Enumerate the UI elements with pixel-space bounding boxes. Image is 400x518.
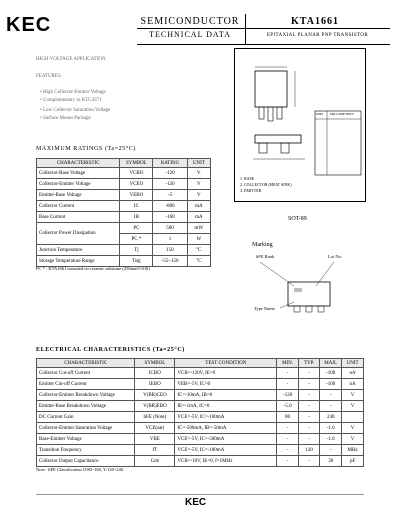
elec-table bbox=[36, 358, 364, 467]
col-typ: TYP. bbox=[298, 359, 319, 368]
marking-title: Marking bbox=[252, 242, 273, 248]
cell: W bbox=[187, 234, 210, 245]
max-ratings-title: MAXIMUM RATINGS (Ta=25°C) bbox=[36, 146, 137, 152]
table-row bbox=[37, 401, 364, 412]
cell: VCE=-5V, IC=-500mA bbox=[175, 434, 277, 445]
cell: -120 bbox=[277, 390, 299, 401]
cell: Collector Current bbox=[37, 201, 120, 212]
cell: VBE bbox=[135, 434, 175, 445]
package-drawing bbox=[235, 49, 365, 201]
cell: mA bbox=[187, 212, 210, 223]
table-row bbox=[37, 245, 211, 256]
cell: V(BR)CEO bbox=[135, 390, 175, 401]
header-divider bbox=[245, 14, 246, 44]
cell: Collector-Emitter Breakdown Voltage bbox=[37, 390, 135, 401]
pin-note-1: 1. BASE bbox=[240, 176, 255, 181]
cell: IB bbox=[120, 212, 153, 223]
col-max: MAX. bbox=[320, 359, 342, 368]
header-rule-bottom bbox=[137, 44, 390, 45]
cell: -5 bbox=[153, 190, 187, 201]
cell: 150 bbox=[153, 245, 187, 256]
table-row bbox=[37, 168, 211, 179]
cell: VCBO bbox=[120, 168, 153, 179]
table-row bbox=[37, 190, 211, 201]
cell: - bbox=[277, 434, 299, 445]
dim-header-dim: DIM bbox=[316, 112, 323, 116]
cell: VCB=-120V, IE=0 bbox=[175, 368, 277, 379]
col-rating: RATING bbox=[153, 159, 187, 168]
cell: Collector Output Capacitance bbox=[37, 456, 135, 467]
cell: DC Current Gain bbox=[37, 412, 135, 423]
cell: - bbox=[277, 456, 299, 467]
cell: IC=-500mA, IB=-50mA bbox=[175, 423, 277, 434]
part-number: KTA1661 bbox=[291, 16, 339, 27]
footer-rule bbox=[36, 494, 364, 495]
features-title: FEATURES bbox=[36, 74, 61, 79]
table-row bbox=[37, 445, 364, 456]
cell: V bbox=[342, 434, 364, 445]
cell: Junction Temperature bbox=[37, 245, 120, 256]
cell: Base-Emitter Voltage bbox=[37, 434, 135, 445]
cell: Emitter-Base Voltage bbox=[37, 190, 120, 201]
cell: Collector-Base Voltage bbox=[37, 168, 120, 179]
cell: Tj bbox=[120, 245, 153, 256]
cell: 500 bbox=[153, 223, 187, 234]
cell: Emitter Cut-off Current bbox=[37, 379, 135, 390]
cell: 240 bbox=[320, 412, 342, 423]
cell: mW bbox=[187, 223, 210, 234]
cell: - bbox=[277, 423, 299, 434]
cell: Collector-Emitter Saturation Voltage bbox=[37, 423, 135, 434]
cell: V bbox=[187, 179, 210, 190]
feature-1: • High Collector-Emitter Voltage bbox=[40, 90, 106, 95]
package-name: SOT-89 bbox=[288, 216, 307, 222]
cell: -100 bbox=[320, 368, 342, 379]
company-line2: TECHNICAL DATA bbox=[149, 30, 231, 39]
cell: V(BR)EBO bbox=[135, 401, 175, 412]
footer-logo: KEC bbox=[185, 497, 207, 508]
dim-header-mm: MILLIMETERS bbox=[330, 112, 354, 116]
part-description: EPITAXIAL PLANAR PNP TRANSISTOR bbox=[266, 33, 369, 38]
cell: IE=-1mA, IC=0 bbox=[175, 401, 277, 412]
cell: - bbox=[298, 434, 319, 445]
elec-title: ELECTRICAL CHARACTERISTICS (Ta=25°C) bbox=[36, 347, 185, 353]
table-row bbox=[37, 201, 211, 212]
cell: V bbox=[342, 423, 364, 434]
pin-note-3: 3. EMITTER bbox=[240, 188, 262, 193]
cell: V bbox=[342, 390, 364, 401]
application-line: HIGH VOLTAGE APPLICATION bbox=[36, 57, 106, 62]
col-characteristic: CHARACTERISTIC bbox=[37, 159, 120, 168]
col-symbol: SYMBOL bbox=[120, 159, 153, 168]
cell: - bbox=[277, 379, 299, 390]
cell: fT bbox=[135, 445, 175, 456]
table-header-row bbox=[37, 159, 211, 168]
cell: Collector Power Dissipation bbox=[37, 223, 120, 245]
marking-drawing bbox=[250, 258, 380, 318]
table-row bbox=[37, 412, 364, 423]
cell: - bbox=[277, 368, 299, 379]
table-row bbox=[37, 368, 364, 379]
cell: -120 bbox=[153, 179, 187, 190]
max-ratings-note: PC * : KTA1661 mounted on ceramic substrate (250mm²×0.8t) bbox=[36, 266, 150, 271]
cell: 80 bbox=[277, 412, 299, 423]
cell: IC=-10mA, IB=0 bbox=[175, 390, 277, 401]
cell: Base Current bbox=[37, 212, 120, 223]
max-ratings-table bbox=[36, 158, 211, 267]
company-line1: SEMICONDUCTOR bbox=[140, 16, 240, 27]
table-row bbox=[37, 390, 364, 401]
cell: V bbox=[342, 401, 364, 412]
cell: - bbox=[320, 445, 342, 456]
cell: nA bbox=[342, 379, 364, 390]
cell: - bbox=[298, 401, 319, 412]
cell: Transition Frequency bbox=[37, 445, 135, 456]
cell: VEB=-5V, IC=0 bbox=[175, 379, 277, 390]
cell: -1.0 bbox=[320, 434, 342, 445]
cell: hFE (Note) bbox=[135, 412, 175, 423]
table-row bbox=[37, 223, 211, 234]
marking-lot-no: Lot No. bbox=[328, 254, 342, 259]
kec-logo: KEC bbox=[6, 14, 52, 36]
cell: Collector-Emitter Voltage bbox=[37, 179, 120, 190]
cell: - bbox=[320, 390, 342, 401]
cell: -55~150 bbox=[153, 256, 187, 267]
cell: IEBO bbox=[135, 379, 175, 390]
cell: pF bbox=[342, 456, 364, 467]
col-unit: UNIT bbox=[342, 359, 364, 368]
cell: Emitter-Base Breakdown Voltage bbox=[37, 401, 135, 412]
table-row bbox=[37, 212, 211, 223]
table-header-row bbox=[37, 359, 364, 368]
cell: - bbox=[298, 379, 319, 390]
feature-3: • Low Collector Saturation Voltage bbox=[40, 108, 111, 113]
cell: nA bbox=[342, 368, 364, 379]
cell bbox=[342, 412, 364, 423]
col-test-condition: TEST CONDITION bbox=[175, 359, 277, 368]
cell: Storage Temperature Range bbox=[37, 256, 120, 267]
table-row bbox=[37, 379, 364, 390]
cell: - bbox=[320, 401, 342, 412]
marking-hfe-rank: hFE Rank bbox=[256, 254, 275, 259]
cell: MHz bbox=[342, 445, 364, 456]
cell: VCE=-5V, IC=-100mA bbox=[175, 445, 277, 456]
col-symbol: SYMBOL bbox=[135, 359, 175, 368]
cell: - bbox=[298, 368, 319, 379]
pin-note-2: 2. COLLECTOR (HEAT SINK) bbox=[240, 182, 292, 187]
cell: VCE(sat) bbox=[135, 423, 175, 434]
cell: Tstg bbox=[120, 256, 153, 267]
cell: mA bbox=[187, 201, 210, 212]
col-characteristic: CHARACTERISTIC bbox=[37, 359, 135, 368]
cell: -100 bbox=[320, 379, 342, 390]
cell: Collector Cut-off Current bbox=[37, 368, 135, 379]
table-row bbox=[37, 179, 211, 190]
cell: -160 bbox=[153, 212, 187, 223]
header-rule bbox=[137, 28, 390, 29]
table-row bbox=[37, 434, 364, 445]
table-row bbox=[37, 423, 364, 434]
cell: - bbox=[298, 423, 319, 434]
elec-note: Note : hFE Classification O:80~160, Y:120~240 bbox=[36, 467, 124, 472]
cell: IC bbox=[120, 201, 153, 212]
cell: PC * bbox=[120, 234, 153, 245]
cell: PC bbox=[120, 223, 153, 234]
cell: ICBO bbox=[135, 368, 175, 379]
feature-2: • Complementary to KTC4371 bbox=[40, 98, 102, 103]
cell: VCB=-10V, IE=0, f=1MHz bbox=[175, 456, 277, 467]
cell: V bbox=[187, 168, 210, 179]
col-unit: UNIT bbox=[187, 159, 210, 168]
cell: °C bbox=[187, 245, 210, 256]
cell: 30 bbox=[320, 456, 342, 467]
cell: °C bbox=[187, 256, 210, 267]
cell: - bbox=[298, 390, 319, 401]
cell: VCEO bbox=[120, 179, 153, 190]
cell: 120 bbox=[298, 445, 319, 456]
cell: -1.0 bbox=[320, 423, 342, 434]
cell: -800 bbox=[153, 201, 187, 212]
col-min: MIN. bbox=[277, 359, 299, 368]
cell: V bbox=[187, 190, 210, 201]
cell: - bbox=[298, 456, 319, 467]
cell: VCE=-5V, IC=-100mA bbox=[175, 412, 277, 423]
cell: -120 bbox=[153, 168, 187, 179]
cell: - bbox=[298, 412, 319, 423]
cell: VEBO bbox=[120, 190, 153, 201]
marking-type-name: Type Name bbox=[254, 306, 275, 311]
cell: -5.0 bbox=[277, 401, 299, 412]
cell: - bbox=[277, 445, 299, 456]
cell: Cob bbox=[135, 456, 175, 467]
table-row bbox=[37, 456, 364, 467]
cell: 1 bbox=[153, 234, 187, 245]
table-row bbox=[37, 256, 211, 267]
feature-4: • Surface Mount Package bbox=[40, 116, 91, 121]
